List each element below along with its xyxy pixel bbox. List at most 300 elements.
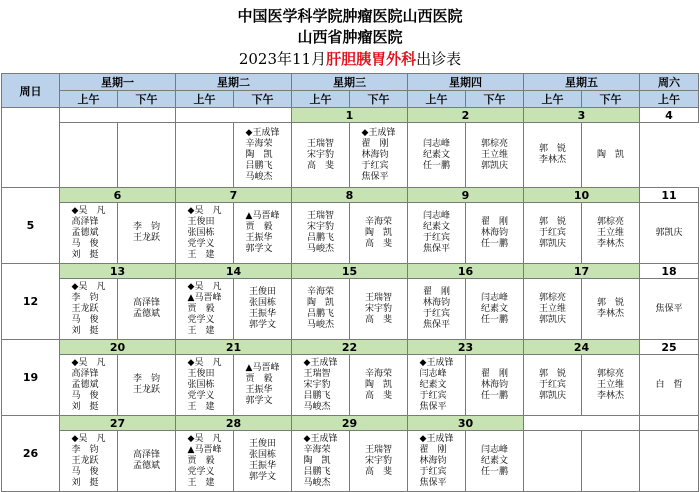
doctor-name: ◆吴 凡	[187, 281, 222, 292]
pm-doctor-cell	[118, 431, 176, 492]
doctor-name: 马峻杰	[303, 401, 331, 412]
pm-doctor-cell	[234, 431, 292, 492]
pm-doctor-cell	[234, 355, 292, 416]
doctor-name: 贾 毅	[187, 303, 215, 314]
doctor-list	[423, 287, 450, 331]
doctor-list	[188, 282, 222, 337]
doctor-name: ▲马晋峰	[245, 363, 280, 373]
doctor-name: 王龙跃	[71, 455, 99, 466]
doctor-list	[72, 434, 106, 489]
doctor-name: 郭棕亮	[538, 292, 566, 303]
doctor-name: 高泽锋	[71, 368, 99, 379]
am-doctor-cell	[408, 123, 466, 188]
title-department: 肝胆胰胃外科	[326, 50, 417, 68]
doctor-name: 李 钧	[71, 444, 99, 455]
saturday-date: 4	[640, 108, 699, 123]
day-header: 星期五	[524, 74, 640, 91]
doctor-name: 李 钧	[132, 374, 160, 384]
doctor-name: ▲马晋峰	[245, 211, 280, 221]
doctor-name: 吕鹏飞	[306, 309, 334, 319]
am-doctor-cell	[176, 431, 234, 492]
pm-doctor-cell	[582, 203, 640, 264]
am-doctor-cell	[176, 279, 234, 340]
doctor-name: 林海钧	[361, 149, 389, 160]
doctor-name: ◆王成锋	[419, 433, 454, 444]
pm-header: 下午	[350, 91, 408, 108]
doctor-name: 党学义	[187, 314, 215, 325]
doctor-list	[246, 211, 280, 255]
doctor-name: 林海钧	[422, 298, 450, 308]
doctor-name: 于红宾	[419, 390, 447, 401]
doctor-name: 宋宇豹	[303, 379, 331, 390]
doctor-list	[362, 128, 396, 183]
doctor-name: 马峻杰	[306, 244, 334, 254]
doctor-list	[307, 139, 334, 172]
doctor-name: 任一鹏	[480, 314, 508, 325]
doctor-name: ◆吴 凡	[71, 205, 106, 216]
doctor-name: ◆王成锋	[303, 357, 338, 368]
am-doctor-cell	[292, 355, 350, 416]
doctor-list	[133, 222, 160, 244]
doctor-name: 王龙跃	[71, 303, 99, 314]
doctor-name: 陶 凯	[306, 298, 334, 308]
doctor-name: ◆吴 凡	[71, 433, 106, 444]
doctor-name: 高 斐	[306, 160, 334, 171]
doctor-list	[481, 369, 508, 402]
day-header: 周日	[2, 74, 60, 108]
am-doctor-cell	[176, 123, 234, 188]
doctor-name: 郭棕亮	[596, 216, 624, 227]
doctor-name: 翟 刚	[422, 287, 450, 297]
date-number: 30	[408, 416, 524, 431]
pm-doctor-cell	[350, 203, 408, 264]
doctor-name: 马 俊	[71, 390, 99, 401]
saturday-date: 18	[640, 264, 699, 279]
doctor-list	[655, 228, 682, 239]
doctor-name: 于红宾	[538, 379, 566, 390]
date-number: 8	[292, 188, 408, 203]
hospital-subname: 山西省肿瘤医院	[297, 28, 403, 46]
date-row	[2, 188, 699, 203]
pm-doctor-cell	[350, 355, 408, 416]
doctor-row	[2, 431, 699, 492]
doctor-name: 陶 凯	[364, 379, 392, 390]
am-doctor-cell	[176, 355, 234, 416]
doctor-name: 贾 毅	[245, 222, 273, 232]
sunday-date: 12	[2, 264, 60, 340]
doctor-name: 王俊田	[248, 439, 276, 449]
doctor-name: 高泽锋	[132, 298, 160, 308]
doctor-name: 郭 锐	[596, 298, 624, 308]
date-number: 16	[408, 264, 524, 279]
doctor-name: 王振华	[245, 233, 273, 243]
doctor-name: 贾 毅	[187, 455, 215, 466]
date-number: 29	[292, 416, 408, 431]
pm-doctor-cell	[582, 355, 640, 416]
doctor-name: 闫志峰	[419, 368, 447, 379]
doctor-name: 吕鹏飞	[245, 160, 273, 171]
doctor-name: ▲马晋峰	[187, 292, 222, 303]
date-number: 20	[60, 340, 176, 355]
date-number: 15	[292, 264, 408, 279]
doctor-list	[420, 434, 454, 489]
doctor-name: 孟德斌	[132, 309, 160, 319]
doctor-name: 王瑞智	[303, 368, 331, 379]
day-header: 星期二	[176, 74, 292, 91]
doctor-name: 张国栋	[187, 227, 215, 238]
doctor-name: 张国栋	[248, 450, 276, 460]
doctor-list	[365, 445, 392, 478]
doctor-name: 闫志峰	[480, 444, 508, 455]
day-header: 星期一	[60, 74, 176, 91]
doctor-name: 林海钧	[480, 227, 508, 238]
doctor-row	[2, 279, 699, 340]
sunday-date: 26	[2, 416, 60, 492]
pm-header: 下午	[234, 91, 292, 108]
doctor-name: 陶 凯	[303, 455, 331, 466]
doctor-name: 任一鹏	[422, 160, 450, 171]
doctor-name: 宋宇豹	[364, 303, 392, 314]
doctor-name: 王振华	[248, 461, 276, 471]
pm-doctor-cell	[234, 279, 292, 340]
am-doctor-cell	[524, 431, 582, 492]
doctor-name: 翟 刚	[480, 368, 508, 379]
pm-doctor-cell	[234, 123, 292, 188]
am-doctor-cell	[408, 279, 466, 340]
date-number: 24	[524, 340, 640, 355]
doctor-name: 郭学文	[248, 320, 276, 330]
doctor-name: 郭凯庆	[655, 227, 683, 238]
doctor-name: 王 建	[187, 477, 215, 488]
doctor-name: 翟 刚	[480, 216, 508, 227]
doctor-name: 闫志峰	[422, 211, 450, 221]
pm-doctor-cell	[466, 355, 524, 416]
doctor-list	[539, 217, 566, 250]
doctor-name: 辛海荣	[364, 368, 392, 379]
am-header: 上午	[292, 91, 350, 108]
date-number: 3	[524, 108, 640, 123]
doctor-name: 闫志峰	[422, 138, 450, 149]
doctor-name: 白 晢	[655, 379, 683, 390]
doctor-name: 郭学文	[245, 244, 273, 254]
doctor-list	[597, 217, 624, 250]
doctor-name: 焦保平	[361, 171, 389, 182]
doctor-name: 纪素文	[480, 303, 508, 314]
doctor-name: 刘 挺	[71, 477, 99, 488]
am-doctor-cell	[60, 203, 118, 264]
doctor-list	[246, 128, 280, 183]
doctor-name: 李 钧	[132, 222, 160, 232]
saturday-doctor-cell	[640, 279, 699, 340]
doctor-name: 辛海荣	[364, 216, 392, 227]
doctor-list	[133, 374, 160, 396]
saturday-doctor-cell	[640, 355, 699, 416]
doctor-name: 李 钧	[71, 292, 99, 303]
pm-doctor-cell	[350, 279, 408, 340]
pm-doctor-cell	[582, 123, 640, 188]
doctor-name: 高 斐	[364, 466, 392, 477]
doctor-list	[307, 211, 334, 255]
am-header: 上午	[524, 91, 582, 108]
saturday-doctor-cell	[640, 203, 699, 264]
doctor-name: 翟 刚	[419, 444, 447, 455]
doctor-name: 王立维	[596, 227, 624, 238]
doctor-name: 马 俊	[71, 314, 99, 325]
doctor-name: 王俊田	[187, 368, 215, 379]
doctor-name: 王立维	[480, 149, 508, 160]
doctor-name: 于红宾	[419, 466, 447, 477]
doctor-list	[133, 450, 160, 472]
doctor-row	[2, 203, 699, 264]
doctor-name: 于红宾	[361, 160, 389, 171]
doctor-name: 王瑞智	[364, 444, 392, 455]
doctor-name: 王 建	[187, 325, 215, 336]
doctor-list	[423, 139, 450, 172]
am-header: 上午	[176, 91, 234, 108]
doctor-list	[365, 293, 392, 326]
doctor-name: 郭学文	[245, 396, 273, 406]
pm-header: 下午	[466, 91, 524, 108]
doctor-name: ◆吴 凡	[187, 357, 222, 368]
day-header: 星期四	[408, 74, 524, 91]
doctor-name: ◆王成锋	[245, 127, 280, 138]
doctor-name: 吕鹏飞	[303, 390, 331, 401]
doctor-list	[188, 206, 222, 261]
am-doctor-cell	[292, 431, 350, 492]
doctor-list	[365, 217, 392, 250]
title-month: 2023年11月	[238, 50, 327, 68]
doctor-list	[597, 150, 624, 161]
doctor-list	[365, 369, 392, 402]
pm-doctor-cell	[582, 279, 640, 340]
doctor-name: ◆吴 凡	[71, 281, 106, 292]
doctor-name: 郭 锐	[538, 216, 566, 227]
date-number: 23	[408, 340, 524, 355]
day-header: 星期三	[292, 74, 408, 91]
doctor-name: 王振华	[248, 309, 276, 319]
saturday-date: 25	[640, 340, 699, 355]
doctor-name: 王瑞智	[306, 211, 334, 221]
doctor-name: 辛海荣	[306, 287, 334, 297]
doctor-list	[249, 439, 276, 483]
weekday-header-row	[2, 74, 699, 91]
doctor-name: 焦保平	[655, 303, 683, 314]
pm-doctor-cell	[118, 279, 176, 340]
am-doctor-cell	[292, 123, 350, 188]
doctor-name: 吕鹏飞	[303, 466, 331, 477]
am-header: 上午	[408, 91, 466, 108]
doctor-list	[597, 369, 624, 402]
day-header: 周六	[640, 74, 699, 91]
doctor-list	[72, 282, 106, 337]
doctor-row	[2, 355, 699, 416]
session-header-row	[2, 91, 699, 108]
hospital-name: 中国医学科学院肿瘤医院山西医院	[237, 7, 463, 25]
doctor-name: 纪素文	[422, 222, 450, 232]
doctor-name: 高泽锋	[132, 450, 160, 460]
am-doctor-cell	[292, 279, 350, 340]
doctor-name: 高 斐	[364, 314, 392, 325]
am-doctor-cell	[176, 203, 234, 264]
date-number: 6	[60, 188, 176, 203]
am-doctor-cell	[60, 431, 118, 492]
doctor-name: 王立维	[538, 303, 566, 314]
doctor-name: 郭学文	[248, 472, 276, 482]
doctor-name: ◆王成锋	[303, 433, 338, 444]
date-number: 2	[408, 108, 524, 123]
date-number: 17	[524, 264, 640, 279]
doctor-name: 郭凯庆	[538, 390, 566, 401]
pm-doctor-cell	[350, 123, 408, 188]
doctor-name: 闫志峰	[480, 292, 508, 303]
schedule-title	[0, 49, 700, 69]
doctor-list	[188, 434, 222, 489]
pm-doctor-cell	[582, 431, 640, 492]
weeks-body	[2, 108, 699, 492]
date-number: 14	[176, 264, 292, 279]
am-doctor-cell	[524, 123, 582, 188]
doctor-name: 郭凯庆	[538, 238, 566, 249]
doctor-name: 辛海荣	[245, 138, 273, 149]
doctor-name: 焦保平	[422, 320, 450, 330]
doctor-name: 刘 挺	[71, 249, 99, 260]
doctor-name: 郭 锐	[538, 368, 566, 379]
pm-doctor-cell	[118, 203, 176, 264]
doctor-name: 宋宇豹	[306, 222, 334, 232]
doctor-list	[72, 358, 106, 413]
am-doctor-cell	[524, 203, 582, 264]
doctor-name: ◆王成锋	[361, 127, 396, 138]
doctor-name: 刘 挺	[71, 325, 99, 336]
date-number: 1	[292, 108, 408, 123]
doctor-name: 宋宇豹	[306, 149, 334, 160]
date-number: 9	[408, 188, 524, 203]
doctor-name: ▲马晋峰	[187, 444, 222, 455]
doctor-name: 高 斐	[364, 390, 392, 401]
doctor-name: 任一鹏	[480, 390, 508, 401]
doctor-list	[481, 217, 508, 250]
doctor-row	[2, 123, 699, 188]
pm-doctor-cell	[466, 279, 524, 340]
date-number: 21	[176, 340, 292, 355]
pm-header: 下午	[582, 91, 640, 108]
doctor-list	[539, 293, 566, 326]
doctor-name: 于红宾	[538, 227, 566, 238]
pm-header: 下午	[118, 91, 176, 108]
doctor-name: 郭 锐	[538, 144, 566, 154]
doctor-name: 马峻杰	[303, 477, 331, 488]
date-row	[2, 108, 699, 123]
doctor-name: 吕鹏飞	[306, 233, 334, 243]
doctor-name: 郭凯庆	[538, 314, 566, 325]
doctor-name: 李林杰	[596, 238, 624, 249]
doctor-list	[307, 287, 334, 331]
doctor-name: 孟德斌	[132, 461, 160, 471]
date-number: 13	[60, 264, 176, 279]
doctor-name: 陶 凯	[245, 149, 273, 160]
pm-doctor-cell	[466, 431, 524, 492]
doctor-name: 李林杰	[596, 309, 624, 319]
doctor-name: 孟德斌	[71, 379, 99, 390]
am-doctor-cell	[60, 123, 118, 188]
date-number	[60, 108, 176, 123]
doctor-name: 任一鹏	[480, 466, 508, 477]
doctor-name: 张国栋	[187, 379, 215, 390]
saturday-doctor-cell	[640, 431, 699, 492]
doctor-name: 高泽锋	[71, 216, 99, 227]
doctor-list	[72, 206, 106, 261]
doctor-name: 纪素文	[422, 149, 450, 160]
doctor-name: 王瑞智	[306, 138, 334, 149]
doctor-list	[481, 139, 508, 172]
pm-doctor-cell	[350, 431, 408, 492]
saturday-date: 11	[640, 188, 699, 203]
doctor-name: 焦保平	[419, 401, 447, 412]
doctor-name: 王龙跃	[132, 233, 160, 243]
doctor-name: 刘 挺	[71, 401, 99, 412]
doctor-name: 马 俊	[71, 238, 99, 249]
doctor-name: 王立维	[596, 379, 624, 390]
sunday-date: 19	[2, 340, 60, 416]
doctor-list	[481, 293, 508, 326]
doctor-name: ◆吴 凡	[71, 357, 106, 368]
doctor-list	[188, 358, 222, 413]
date-number: 28	[176, 416, 292, 431]
schedule-table	[1, 73, 699, 492]
doctor-list	[249, 287, 276, 331]
date-row	[2, 264, 699, 279]
doctor-list	[597, 298, 624, 320]
doctor-name: ◆吴 凡	[187, 433, 222, 444]
date-number: 22	[292, 340, 408, 355]
doctor-list	[420, 358, 454, 413]
doctor-name: 党学义	[187, 390, 215, 401]
doctor-name: 党学义	[187, 238, 215, 249]
doctor-name: 张国栋	[248, 298, 276, 308]
doctor-name: 郭棕亮	[480, 138, 508, 149]
am-doctor-cell	[292, 203, 350, 264]
doctor-name: 纪素文	[480, 455, 508, 466]
am-doctor-cell	[408, 431, 466, 492]
date-row	[2, 340, 699, 355]
doctor-name: ◆王成锋	[419, 357, 454, 368]
doctor-name: 王 建	[187, 249, 215, 260]
doctor-name: 辛海荣	[303, 444, 331, 455]
doctor-name: 于红宾	[422, 309, 450, 319]
doctor-name: 郭凯庆	[480, 160, 508, 171]
pm-doctor-cell	[234, 203, 292, 264]
doctor-name: 翟 刚	[361, 138, 389, 149]
pm-doctor-cell	[118, 355, 176, 416]
doctor-name: ◆吴 凡	[187, 205, 222, 216]
date-number: 10	[524, 188, 640, 203]
doctor-name: 李林杰	[538, 155, 566, 165]
doctor-name: 王俊田	[248, 287, 276, 297]
am-doctor-cell	[408, 355, 466, 416]
doctor-name: 任一鹏	[480, 238, 508, 249]
sunday-date: 5	[2, 188, 60, 264]
date-number: 27	[60, 416, 176, 431]
doctor-name: 高 斐	[364, 238, 392, 249]
am-doctor-cell	[60, 355, 118, 416]
doctor-name: 陶 凯	[596, 149, 624, 160]
doctor-name: 林海钧	[480, 379, 508, 390]
am-doctor-cell	[524, 279, 582, 340]
am-header: 上午	[60, 91, 118, 108]
doctor-list	[246, 363, 280, 407]
doctor-list	[539, 144, 566, 166]
pm-doctor-cell	[466, 123, 524, 188]
